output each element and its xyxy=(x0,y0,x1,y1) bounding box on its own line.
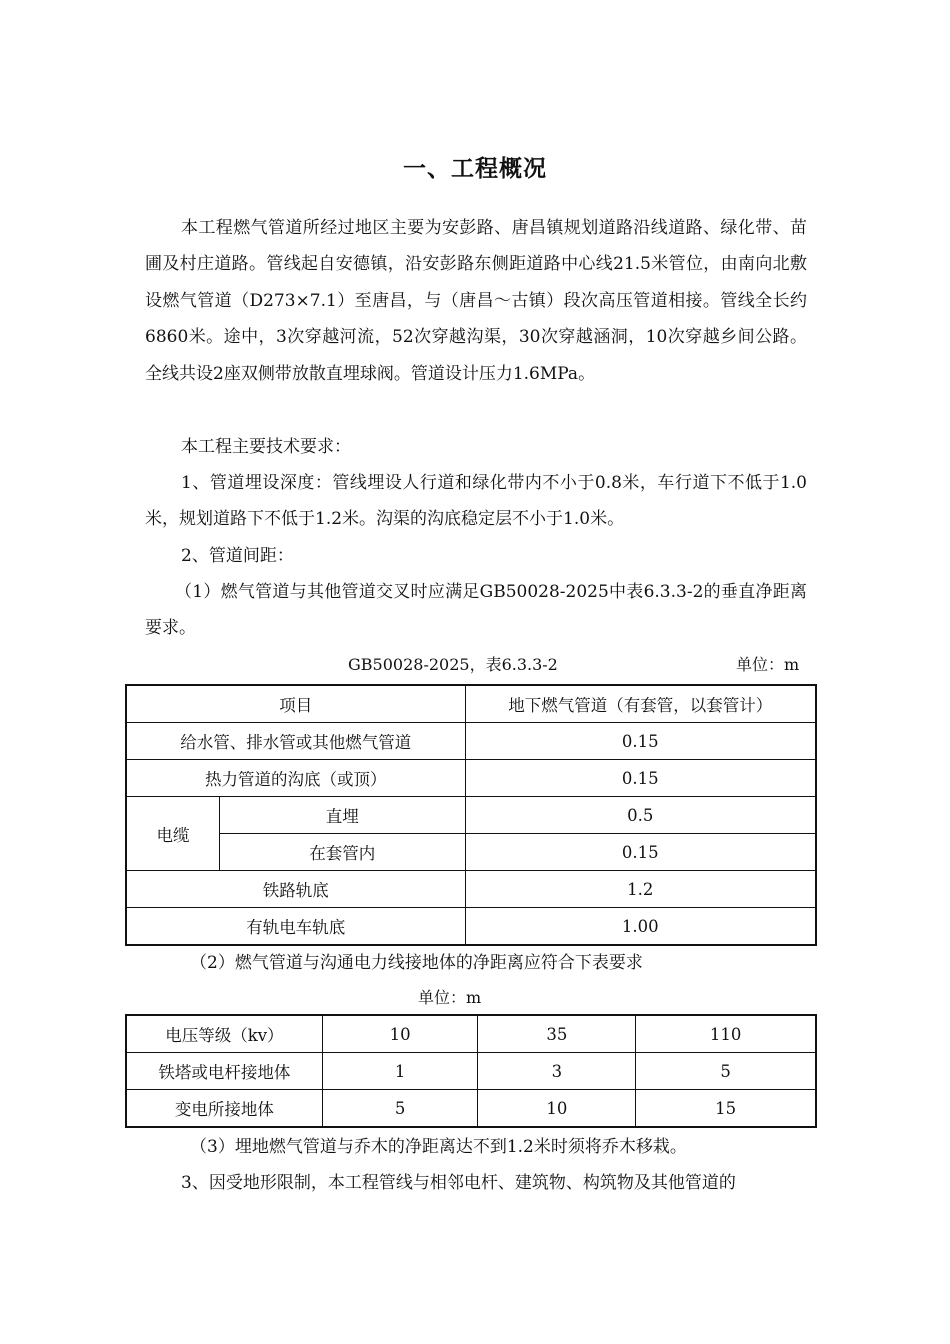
table-grounding-clearance xyxy=(126,1015,816,1127)
table-row xyxy=(127,871,816,908)
table-cell: 给水管、排水管或其他燃气管道 xyxy=(127,723,466,760)
table-cell: 10 xyxy=(322,1016,478,1053)
table-cell: 3 xyxy=(478,1053,636,1090)
table-row xyxy=(127,723,816,760)
table-cell: 铁路轨底 xyxy=(127,871,466,908)
requirement-2-sub3: （3）埋地燃气管道与乔木的净距离达不到1.2米时须将乔木移栽。 xyxy=(190,1137,687,1157)
table-header-cell: 地下燃气管道（有套管，以套管计） xyxy=(465,686,816,723)
table-header-cell: 项目 xyxy=(127,686,466,723)
requirement-2-sub2: （2）燃气管道与沟通电力线接地体的净距离应符合下表要求 xyxy=(190,953,643,973)
table1-unit: 单位：m xyxy=(736,655,800,674)
table-row xyxy=(127,797,816,834)
table-cell: 有轨电车轨底 xyxy=(127,908,466,945)
table-cell: 5 xyxy=(636,1053,816,1090)
table-cell: 110 xyxy=(636,1016,816,1053)
table-cell: 0.15 xyxy=(465,834,816,871)
table-cell: 15 xyxy=(636,1090,816,1127)
table-group-cell: 电缆 xyxy=(127,797,220,871)
table-cell: 0.5 xyxy=(465,797,816,834)
table-row xyxy=(127,834,816,871)
requirement-3: 3、因受地形限制，本工程管线与相邻电杆、建筑物、构筑物及其他管道的 xyxy=(181,1173,736,1193)
table-cell: 变电所接地体 xyxy=(127,1090,323,1127)
table-cell: 电压等级（kv） xyxy=(127,1016,323,1053)
table1-caption: GB50028-2025，表6.3.3-2 xyxy=(348,655,558,674)
table-cell: 10 xyxy=(478,1090,636,1127)
requirement-2: 2、管道间距： xyxy=(181,546,294,566)
table-cell: 铁塔或电杆接地体 xyxy=(127,1053,323,1090)
requirement-1: 1、管道埋设深度：管线埋设人行道和绿化带内不小于0.8米，车行道下不低于1.0米，规划道路下不低于1.2米。沟渠的沟底稳定层不小于1.0米。 xyxy=(145,473,807,530)
table-row xyxy=(127,908,816,945)
table2-unit: 单位：m xyxy=(418,988,482,1007)
table-cell: 0.15 xyxy=(465,760,816,797)
table-cell: 1 xyxy=(322,1053,478,1090)
requirement-2-sub1: （1）燃气管道与其他管道交叉时应满足GB50028-2025中表6.3.3-2的垂直净距离要求。 xyxy=(145,582,807,639)
table-row xyxy=(127,1053,816,1090)
table-cell: 35 xyxy=(478,1016,636,1053)
table-cell: 1.2 xyxy=(465,871,816,908)
intro-paragraph: 本工程燃气管道所经过地区主要为安彭路、唐昌镇规划道路沿线道路、绿化带、苗圃及村庄道路。管线起自安德镇，沿安彭路东侧距道路中心线21.5米管位，由南向北敷设燃气管道（D273×7.1）至唐昌，与（唐昌～古镇）段次高压管道相接。管线全长约6860米。途中，3次穿越河流，52次穿越沟渠，30次穿越涵洞，10次穿越乡间公路。全线共设2座双侧带放散直埋球阀。管道设计压力1.6MPa。 xyxy=(145,218,807,384)
table-cell: 0.15 xyxy=(465,723,816,760)
table-cell: 在套管内 xyxy=(219,834,465,871)
tech-heading: 本工程主要技术要求： xyxy=(181,437,351,457)
table-cell: 1.00 xyxy=(465,908,816,945)
table-row xyxy=(127,760,816,797)
table-cell: 5 xyxy=(322,1090,478,1127)
table-header-row xyxy=(127,686,816,723)
table-cell: 热力管道的沟底（或顶） xyxy=(127,760,466,797)
table-row xyxy=(127,1090,816,1127)
page-title: 一、工程概况 xyxy=(403,156,547,182)
table-row xyxy=(127,1016,816,1053)
table-vertical-clearance xyxy=(126,685,816,945)
table-cell: 直埋 xyxy=(219,797,465,834)
